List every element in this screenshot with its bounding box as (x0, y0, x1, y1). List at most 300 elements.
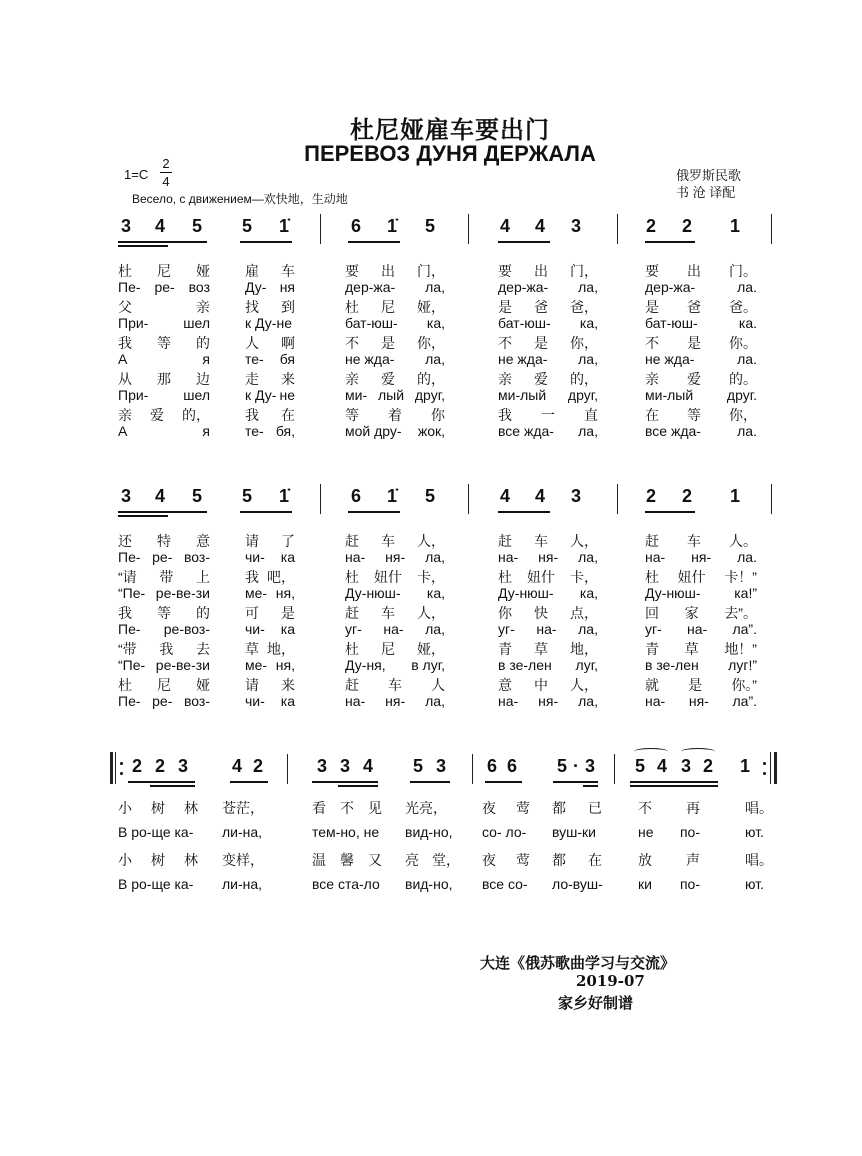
lyric-syllable: 的。 (729, 371, 757, 387)
barline (320, 214, 321, 244)
lyric-segment (118, 423, 210, 439)
lyric-syllable: “请 (118, 569, 137, 585)
lyric-syllable: 车 (381, 533, 395, 549)
lyric-syllable: 雇 (245, 263, 259, 279)
lyric-segment (345, 387, 445, 403)
beam-underline (118, 511, 207, 513)
lyric-segment (312, 876, 382, 892)
note: 1̇ (386, 486, 397, 506)
lyric-syllable: 在 (588, 852, 602, 868)
lyric-segment (405, 824, 460, 840)
lyric-syllable: ня (279, 279, 295, 295)
lyric-syllable: не (279, 387, 295, 403)
lyric-syllable: дер-жа- (645, 279, 696, 295)
lyric-syllable: 尼 (157, 263, 171, 279)
lyric-segment (345, 279, 445, 295)
lyric-syllable: на- (383, 621, 404, 637)
beam-underline (118, 245, 168, 247)
lyric-segment (498, 405, 598, 425)
lyric-syllable: на- (536, 621, 557, 637)
lyric-segment (498, 261, 598, 281)
lyric-syllable: 着 (388, 407, 402, 423)
lyric-segment (118, 824, 198, 840)
lyric-syllable: 妞什 (677, 569, 706, 585)
lyric-syllable: ла, (578, 549, 598, 565)
lyric-syllable: 夜 (482, 852, 496, 868)
lyric-syllable: ла, (578, 621, 598, 637)
lyric-segment (118, 585, 210, 601)
lyric-syllable: 可 (245, 605, 259, 621)
lyric-segment (345, 693, 445, 709)
lyric-segment (345, 297, 445, 317)
lyric-syllable: 你 (498, 605, 512, 621)
lyric-syllable: уг- (645, 621, 662, 637)
lyric-syllable: ла, (578, 279, 598, 295)
lyric-segment (638, 850, 700, 870)
lyric-syllable: 赶 (645, 533, 659, 549)
lyric-segment (498, 531, 598, 551)
lyric-segment (245, 423, 295, 439)
lyric-syllable: Пе- (118, 549, 141, 565)
note: 4 (656, 756, 667, 776)
tempo-marking: Весело, с движением—欢快地，生动地 (132, 192, 348, 206)
lyric-syllable: 你， (729, 407, 757, 423)
lyric-segment (118, 549, 210, 565)
beam-underline (118, 515, 168, 517)
lyric-syllable: в зе-лен (645, 657, 699, 673)
note: 4 (154, 216, 165, 236)
lyric-syllable: 声 (686, 852, 700, 868)
beam-underline (498, 511, 550, 513)
lyric-syllable: ка, (579, 585, 598, 601)
beam-underline (630, 781, 718, 783)
lyric-syllable: 不 (345, 335, 359, 351)
lyric-syllable: 的， (182, 407, 210, 423)
lyric-segment (222, 876, 270, 892)
note: 3 (120, 216, 131, 236)
lyric-syllable: в зе-лен (498, 657, 552, 673)
beam-underline (645, 511, 695, 513)
note: 3 (584, 756, 595, 776)
lyric-syllable: ре-воз- (163, 621, 210, 637)
slur (634, 748, 668, 755)
lyric-syllable: 尼 (381, 299, 395, 315)
note: 5 (556, 756, 567, 776)
lyric-segment (645, 531, 757, 551)
lyric-syllable: ня- (385, 549, 406, 565)
lyric-syllable: Пе- (118, 693, 141, 709)
barline (287, 754, 288, 784)
lyric-segment (222, 850, 270, 870)
lyric-syllable: 林 (184, 800, 198, 816)
lyric-syllable: “Пе- (118, 657, 146, 673)
lyric-syllable: 亲 (196, 299, 210, 315)
note: 5 (634, 756, 645, 776)
lyric-syllable: 唱。 (745, 800, 773, 816)
note: 3 (570, 486, 581, 506)
note: 1̇ (386, 216, 397, 236)
lyric-syllable: ка, (426, 315, 445, 331)
lyric-syllable: по- (679, 876, 700, 892)
footer-source: 大连《俄苏歌曲学习与交流》 (480, 954, 676, 972)
lyric-syllable: 人， (417, 605, 445, 621)
lyric-syllable: 还 (118, 533, 132, 549)
lyric-segment (222, 798, 270, 818)
note: 4 (154, 486, 165, 506)
lyric-segment (345, 567, 445, 587)
lyric-syllable: ня- (385, 693, 406, 709)
lyric-syllable: 你， (570, 335, 598, 351)
lyric-syllable: ло-вуш- (552, 876, 603, 892)
lyric-syllable: ме- (245, 585, 268, 601)
barline (617, 484, 618, 514)
note: 5 (241, 216, 252, 236)
lyric-syllable: 看 (312, 800, 326, 816)
lyric-segment (498, 369, 598, 389)
lyric-syllable: ре-ве-зи (155, 657, 210, 673)
lyric-segment (245, 405, 295, 425)
lyric-syllable: 人 (245, 335, 259, 351)
lyric-syllable: ре- (154, 279, 175, 295)
lyric-segment (245, 585, 295, 601)
lyric-syllable: 特 (157, 533, 171, 549)
lyric-syllable: 尼 (381, 641, 395, 657)
lyric-segment (245, 621, 295, 637)
lyric-syllable: ки (638, 876, 652, 892)
lyric-syllable: 赶 (345, 533, 359, 549)
lyric-syllable: ми- (345, 387, 368, 403)
note: 1̇ (278, 216, 289, 236)
lyric-segment (118, 850, 198, 870)
lyric-syllable: 青 (645, 641, 659, 657)
footer-maker: 家乡好制谱 (558, 994, 634, 1012)
lyric-syllable: 不 (498, 335, 512, 351)
lyric-syllable: 人， (417, 533, 445, 549)
beam-underline (230, 781, 268, 783)
note: 1 (729, 486, 740, 506)
lyric-segment (118, 798, 198, 818)
slur (681, 748, 715, 755)
lyric-syllable: 我 (245, 407, 259, 423)
lyric-syllable: чи- (245, 693, 265, 709)
lyric-syllable: Ду-нюш- (345, 585, 401, 601)
lyric-syllable: бя, (275, 423, 295, 439)
lyric-segment (245, 297, 295, 317)
lyric-syllable: В ро-ще ка- (118, 824, 194, 840)
lyric-syllable: 门， (417, 263, 445, 279)
lyric-syllable: ня, (275, 657, 295, 673)
lyric-syllable: 车 (388, 677, 402, 693)
lyric-syllable: 的 (196, 335, 210, 351)
lyric-segment (245, 567, 295, 587)
barline (468, 484, 469, 514)
lyric-segment (498, 603, 598, 623)
lyric-syllable: ми-лый (498, 387, 547, 403)
lyric-segment (245, 333, 295, 353)
lyric-segment (245, 531, 295, 551)
lyric-syllable: 赶 (345, 605, 359, 621)
lyric-segment (552, 876, 602, 892)
time-numerator: 2 (160, 155, 172, 173)
lyric-segment (638, 798, 700, 818)
lyric-syllable: При- (118, 387, 149, 403)
lyric-syllable: друг, (567, 387, 598, 403)
lyric-segment (638, 824, 700, 840)
lyric-segment (345, 333, 445, 353)
barline (614, 754, 615, 784)
lyric-syllable: ня- (538, 693, 559, 709)
lyric-syllable: ка, (579, 315, 598, 331)
lyric-segment (645, 603, 757, 623)
lyric-syllable: уг- (345, 621, 362, 637)
lyric-syllable: 卡， (570, 569, 598, 585)
lyric-segment (498, 333, 598, 353)
repeat-dot (763, 772, 766, 775)
lyric-syllable: к Ду- (245, 387, 277, 403)
lyric-syllable: ла, (425, 351, 445, 367)
lyric-segment (245, 675, 295, 695)
lyric-syllable: друг. (726, 387, 757, 403)
lyric-syllable: 要 (345, 263, 359, 279)
lyric-syllable: 不 (645, 335, 659, 351)
lyric-segment (498, 351, 598, 367)
lyric-syllable: 中 (534, 677, 548, 693)
lyric-syllable: 是 (687, 335, 701, 351)
lyric-syllable: по- (679, 824, 700, 840)
lyric-syllable: ка, (426, 585, 445, 601)
lyric-segment (118, 639, 210, 659)
note: 2 (681, 486, 692, 506)
lyric-segment (118, 603, 210, 623)
lyric-syllable: 车 (281, 263, 295, 279)
lyric-syllable: 边 (196, 371, 210, 387)
lyric-syllable: ня, (275, 585, 295, 601)
lyric-syllable: ла”. (732, 693, 757, 709)
lyric-syllable: я (202, 423, 210, 439)
lyric-segment (498, 315, 598, 331)
lyric-segment (645, 567, 757, 587)
lyric-syllable: 的， (570, 371, 598, 387)
beam-underline (240, 241, 292, 243)
lyric-syllable: ка!” (734, 585, 757, 601)
lyric-syllable: жок, (417, 423, 445, 439)
lyric-syllable: 直 (584, 407, 598, 423)
lyric-syllable: 不 (340, 800, 354, 816)
lyric-segment (645, 657, 757, 673)
lyric-syllable: 我 (498, 407, 512, 423)
note: 6 (350, 486, 361, 506)
lyric-segment (645, 639, 757, 659)
lyric-segment (345, 405, 445, 425)
lyric-syllable: 小 (118, 800, 132, 816)
lyric-syllable: ют. (745, 824, 764, 840)
lyric-segment (498, 567, 598, 587)
beam-underline (240, 511, 292, 513)
lyric-syllable: 树 (151, 800, 165, 816)
lyric-syllable: 是 (688, 677, 703, 693)
lyric-syllable: 都 (552, 800, 566, 816)
lyric-syllable: на- (345, 549, 366, 565)
note: 2 (645, 216, 656, 236)
lyric-syllable: “带 (118, 641, 137, 657)
lyric-syllable: 去 (195, 641, 210, 657)
lyric-segment (645, 423, 757, 439)
lyric-syllable: ли-на, (222, 824, 263, 840)
lyric-syllable: все ста-ло (312, 876, 380, 892)
lyric-syllable: на- (645, 693, 666, 709)
lyric-syllable: ми-лый (645, 387, 694, 403)
lyric-syllable: 妞什 (374, 569, 402, 585)
lyric-syllable: 地！” (724, 641, 757, 657)
lyric-syllable: все жда- (498, 423, 554, 439)
repeat-end-thick (774, 752, 777, 784)
lyric-syllable: 车 (534, 533, 548, 549)
beam-underline (312, 781, 378, 783)
note: · (573, 756, 579, 776)
lyric-syllable: “Пе- (118, 585, 146, 601)
lyric-syllable: В ро-ще ка- (118, 876, 194, 892)
note: 5 (241, 486, 252, 506)
note: 4 (362, 756, 373, 776)
lyric-syllable: 杜 (345, 299, 359, 315)
lyric-segment (245, 639, 295, 659)
lyric-segment (312, 798, 382, 818)
note: 5 (412, 756, 423, 776)
lyric-syllable: к Ду-не (245, 315, 292, 331)
lyric-syllable: 走 (245, 371, 259, 387)
lyric-segment (552, 850, 602, 870)
lyric-segment (482, 876, 530, 892)
lyric-syllable: на- (498, 693, 519, 709)
lyric-segment (405, 850, 460, 870)
lyric-segment (245, 351, 295, 367)
lyric-segment (498, 549, 598, 565)
lyric-syllable: ла, (425, 549, 445, 565)
lyric-syllable: ла. (737, 423, 757, 439)
lyric-segment (345, 531, 445, 551)
lyric-syllable: 杜 (345, 569, 359, 585)
lyric-segment (118, 876, 198, 892)
note: 6 (350, 216, 361, 236)
note: 1 (739, 756, 750, 776)
beam-underline (553, 781, 598, 783)
lyric-syllable: 请 (245, 677, 259, 693)
lyric-segment (118, 693, 210, 709)
lyric-syllable: 爸。 (729, 299, 757, 315)
lyric-syllable: 人， (570, 533, 598, 549)
time-denominator: 4 (162, 174, 170, 189)
lyric-syllable: 找 (245, 299, 259, 315)
beam-underline (630, 785, 718, 787)
lyric-segment (312, 824, 382, 840)
lyric-syllable: я (202, 351, 210, 367)
lyric-syllable: 是 (381, 335, 395, 351)
lyric-syllable: Ду-нюш- (645, 585, 701, 601)
lyric-syllable: 一 (541, 407, 555, 423)
lyric-syllable: ла, (425, 693, 445, 709)
barline (771, 214, 772, 244)
lyric-syllable: на- (687, 621, 708, 637)
lyric-syllable: те- (245, 351, 264, 367)
lyric-syllable: 爱 (534, 371, 548, 387)
lyric-syllable: 地， (267, 641, 295, 657)
title-chinese: 杜尼娅雇车要出门 (350, 115, 550, 144)
note: 4 (499, 486, 510, 506)
beam-underline (118, 241, 207, 243)
lyric-segment (498, 657, 598, 673)
lyric-syllable: 在 (645, 407, 659, 423)
lyric-syllable: ла. (737, 351, 757, 367)
lyric-segment (345, 639, 445, 659)
lyric-syllable: 杜 (498, 569, 512, 585)
lyric-syllable: 那 (157, 371, 171, 387)
note: 3 (435, 756, 446, 776)
note: 3 (177, 756, 188, 776)
lyric-syllable: 了 (281, 533, 295, 549)
lyric-syllable: 出 (381, 263, 395, 279)
lyric-syllable: 爸， (570, 299, 598, 315)
note: 3 (570, 216, 581, 236)
lyric-segment (118, 297, 210, 317)
lyric-segment (645, 675, 757, 695)
lyric-syllable: ка (280, 693, 295, 709)
repeat-start-thick (110, 752, 113, 784)
lyric-syllable: 光亮， (405, 800, 447, 816)
repeat-dot (763, 762, 766, 765)
lyric-segment (645, 387, 757, 403)
lyric-segment (498, 423, 598, 439)
lyric-syllable: 爸 (534, 299, 548, 315)
lyric-syllable: ла, (425, 621, 445, 637)
note: 1 (729, 216, 740, 236)
lyric-syllable: 你， (417, 335, 445, 351)
lyric-syllable: 门， (570, 263, 598, 279)
lyric-syllable: Пе- (118, 621, 141, 637)
lyric-syllable: 点， (570, 605, 598, 621)
lyric-syllable: ре-ве-зи (155, 585, 210, 601)
lyric-syllable: тем-но, не (312, 824, 380, 840)
lyric-segment (645, 297, 757, 317)
lyric-syllable: 请 (245, 533, 259, 549)
lyric-syllable: вуш-ки (552, 824, 596, 840)
lyric-syllable: 娅 (196, 677, 210, 693)
note: 3 (680, 756, 691, 776)
lyric-syllable: 等 (345, 407, 359, 423)
lyric-syllable: ка (280, 621, 295, 637)
note: 6 (486, 756, 497, 776)
lyric-syllable: бя (279, 351, 295, 367)
lyric-syllable: 的， (417, 371, 445, 387)
lyric-syllable: 意 (196, 533, 210, 549)
lyric-syllable: 赶 (498, 533, 512, 549)
lyric-syllable: 不 (638, 800, 652, 816)
lyric-syllable: 我 (159, 641, 174, 657)
lyric-syllable: на- (345, 693, 366, 709)
lyric-syllable: 要 (645, 263, 659, 279)
lyric-syllable: 是 (281, 605, 295, 621)
lyric-syllable: 你。 (729, 335, 757, 351)
lyric-syllable: 是 (645, 299, 659, 315)
lyric-syllable: 等 (157, 605, 171, 621)
lyric-syllable: А (118, 351, 128, 367)
lyric-segment (345, 621, 445, 637)
lyric-syllable: ня- (538, 549, 559, 565)
lyric-syllable: не жда- (345, 351, 395, 367)
lyric-segment (482, 798, 530, 818)
lyric-syllable: 车 (381, 605, 395, 621)
footer-date: 2019-07 (576, 972, 645, 990)
note: 5 (191, 486, 202, 506)
